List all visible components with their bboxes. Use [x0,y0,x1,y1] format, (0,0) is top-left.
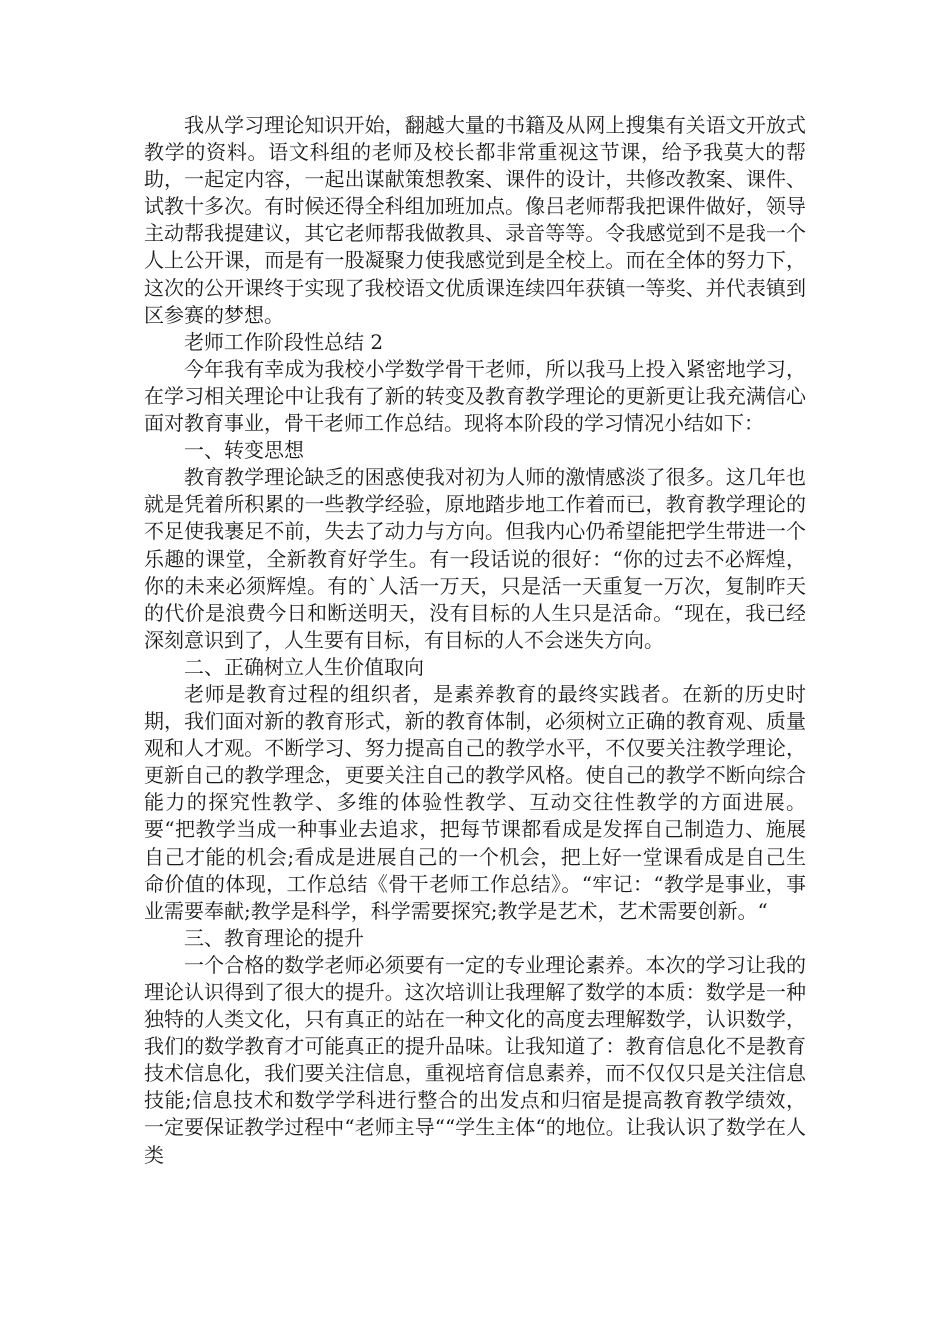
heading-theory-improvement: 三、教育理论的提升 [184,925,364,950]
section-title-summary-2: 老师工作阶段性总结 2 [184,329,384,354]
heading-life-values: 二、正确树立人生价值取向 [184,654,424,679]
paragraph-change-thinking: 教育教学理论缺乏的困惑使我对初为人师的激情感淡了很多。这几年也就是凭着所积累的一些教学经验，原地踏步地工作着而已，教育教学理论的不足使我裹足不前，失去了动力与方向。但我内心仍希望能把学生带进一个乐趣的课堂，全新教育好学生。有一段话说的很好：“你的过去不必辉煌，你的未来必须辉煌。有的`人活一万天，只是活一天重复一万次，复制昨天的代价是浪费今日和断送明天，没有目标的人生只是活命。“现在，我已经深刻意识到了，人生要有目标，有目标的人不会迷失方向。 [144,465,806,652]
paragraph-theory-improvement: 一个合格的数学老师必须要有一定的专业理论素养。本次的学习让我的理论认识得到了很大的提升。这次培训让我理解了数学的本质：数学是一种独特的人类文化，只有真正的站在一种文化的高度去理解数学，认识数学，我们的数学教育才可能真正的提升品味。让我知道了：教育信息化不是教育技术信息化，我们要关注信息，重视培育信息素养，而不仅仅只是关注信息技能;信息技术和数学学科进行整合的出发点和归宿是提高教育教学绩效，一定要保证教学过程中“老师主导““学生主体“的地位。让我认识了数学在人类 [144,952,806,1167]
paragraph-open-class: 我从学习理论知识开始，翻越大量的书籍及从网上搜集有关语文开放式教学的资料。语文科组的老师及校长都非常重视这节课，给予我莫大的帮助，一起定内容，一起出谋献策想教案、课件的设计，共修改教案、课件、试教十多次。有时候还得全科组加班加点。像吕老师帮我把课件做好，领导主动帮我提建议，其它老师帮我做教具、录音等等。令我感觉到不是我一个人上公开课，而是有一股凝聚力使我感觉到是全校上。而在全体的努力下，这次的公开课终于实现了我校语文优质课连续四年获镇一等奖、并代表镇到区参赛的梦想。 [144,113,806,327]
document-page [144,112,806,1169]
heading-change-thinking: 一、转变思想 [184,438,304,463]
paragraph-life-values: 老师是教育过程的组织者，是素养教育的最终实践者。在新的历史时期，我们面对新的教育形式，新的教育体制，必须树立正确的教育观、质量观和人才观。不断学习、努力提高自己的教学水平，不仅要关注教学理论，更新自己的教学理念，更要关注自己的教学风格。使自己的教学不断向综合能力的探究性教学、多维的体验性教学、互动交往性教学的方面进展。要“把教学当成一种事业去追求，把每节课都看成是发挥自己制造力、施展自己才能的机会;看成是进展自己的一个机会，把上好一堂课看成是自己生命价值的体现，工作总结《骨干老师工作总结》。“牢记：“教学是事业，事业需要奉献;教学是科学，科学需要探究;教学是艺术，艺术需要创新。“ [144,681,806,923]
paragraph-intro: 今年我有幸成为我校小学数学骨干老师，所以我马上投入紧密地学习，在学习相关理论中让我有了新的转变及教育教学理论的更新更让我充满信心面对教育事业，骨干老师工作总结。现将本阶段的学习情况小结如下： [144,356,806,436]
